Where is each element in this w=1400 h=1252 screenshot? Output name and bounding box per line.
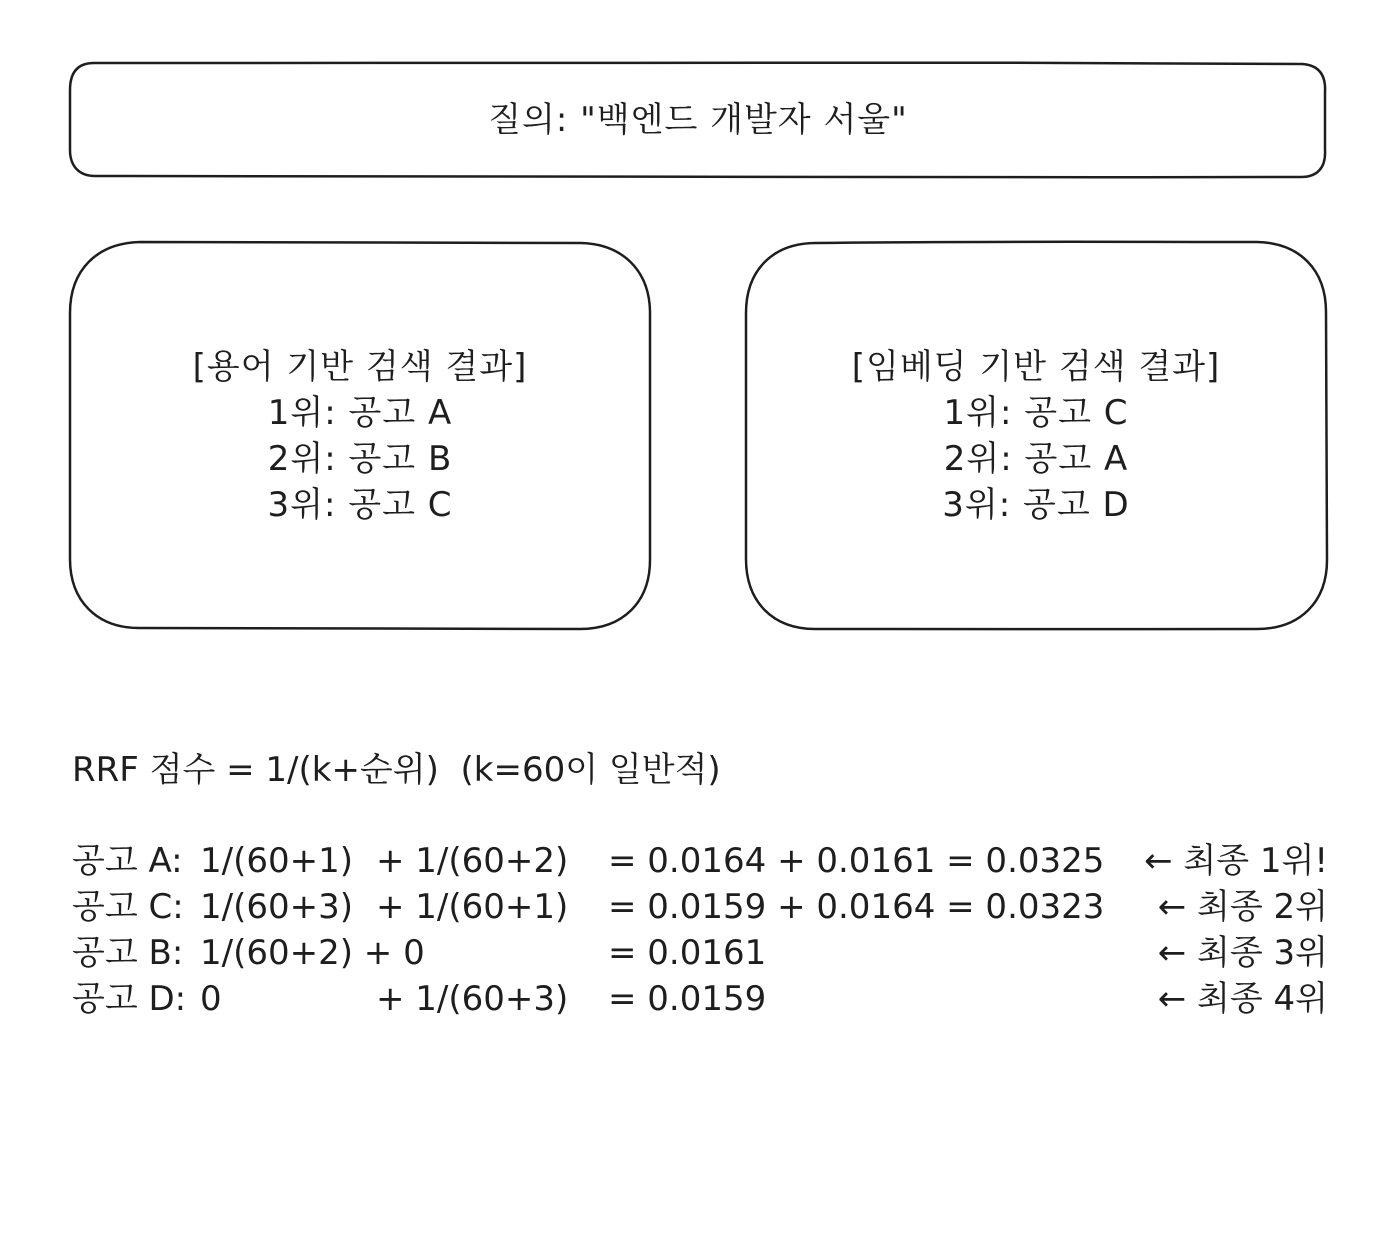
embedding-search-title: [임베딩 기반 검색 결과] [851,347,1221,387]
score-second-term: + 1/(60+2) [376,841,569,881]
score-first-term: 1/(60+3) [200,887,353,927]
embedding-search-results [746,242,1326,630]
score-label: 공고 A: [72,841,183,881]
score-label: 공고 D: [72,979,187,1019]
score-first-term: 0 [200,979,222,1019]
score-calculation: = 0.0159 [608,979,767,1019]
final-rank: ← 최종 4위 [1157,979,1328,1019]
score-calculation: = 0.0161 [608,933,767,973]
query-box-content [70,62,1326,178]
term-search-title: [용어 기반 검색 결과] [192,347,528,387]
score-second-term: + 1/(60+3) [376,979,569,1019]
embedding-search-result-3: 3위: 공고 D [942,485,1130,525]
term-search-result-3: 3위: 공고 C [267,485,453,525]
term-search-result-2: 2위: 공고 B [267,439,453,479]
term-search-results [70,242,650,630]
query-text: 질의: "백엔드 개발자 서울" [488,100,908,140]
score-row [72,838,1328,884]
rrf-formula: RRF 점수 = 1/(k+순위) (k=60이 일반적) [72,750,721,790]
score-row [72,930,1328,976]
score-row [72,976,1328,1022]
score-row [72,884,1328,930]
score-second-term: + 1/(60+1) [376,887,569,927]
score-calculation: = 0.0159 + 0.0164 = 0.0323 [608,887,1105,927]
score-label: 공고 C: [72,887,184,927]
embedding-search-result-1: 1위: 공고 C [943,393,1129,433]
final-rank: ← 최종 3위 [1157,933,1328,973]
final-rank: ← 최종 1위! [1144,841,1328,881]
term-search-result-1: 1위: 공고 A [267,393,453,433]
score-label: 공고 B: [72,933,184,973]
score-first-term: 1/(60+1) [200,841,353,881]
final-rank: ← 최종 2위 [1157,887,1328,927]
score-calculation: = 0.0164 + 0.0161 = 0.0325 [608,841,1105,881]
score-first-term: 1/(60+2) + 0 [200,933,425,973]
embedding-search-result-2: 2위: 공고 A [943,439,1129,479]
